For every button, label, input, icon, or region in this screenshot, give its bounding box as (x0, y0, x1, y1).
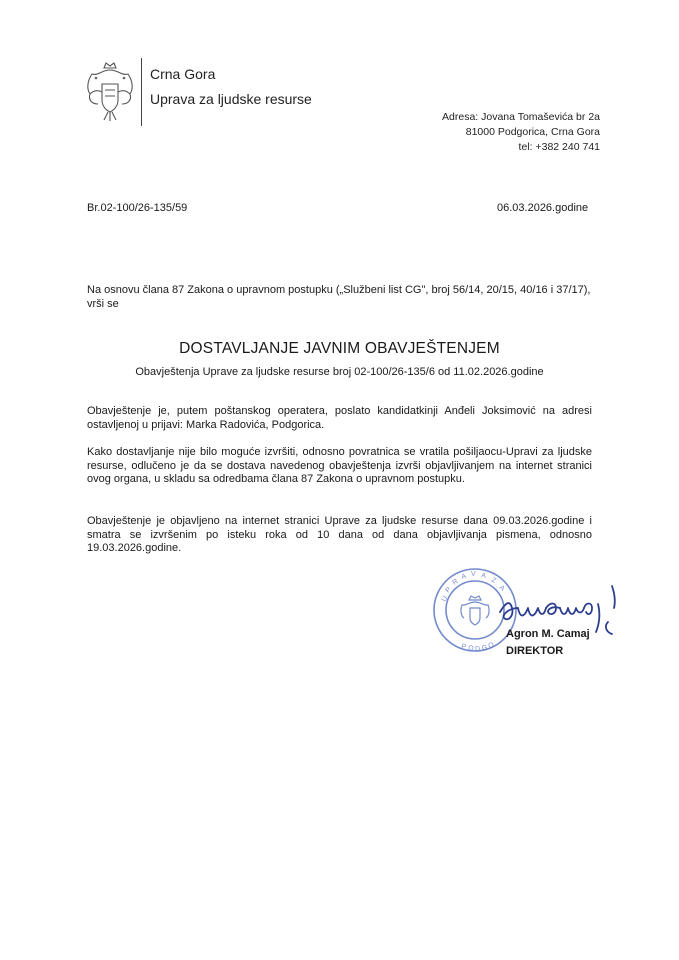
svg-text:P: P (444, 586, 453, 595)
country-name: Crna Gora (150, 66, 216, 82)
paragraph-3: Obavještenje je objavljeno na internet stranici Uprave za ljudske resurse dana 09.03.2026.godine i smatra se izvršenim po isteku roka od 10 dana od dana objavljivanja pismena, odnosno 19.03.2026.godine. (87, 515, 592, 554)
svg-text:U: U (440, 595, 450, 603)
svg-text:A: A (460, 572, 468, 581)
svg-text:D: D (475, 646, 481, 653)
signer-name: Agron M. Camaj (506, 628, 590, 640)
paragraph-2: Kako dostavljanje nije bilo moguće izvršiti, odnosno povratnica se vratila pošiljaocu-Upravi za ljudske resurse, odlučeno je da se dostava navedenog obavještenja izvrši objavljivanjem na internet stranici ovog organa, u skladu sa odredbama člana 87 Zakona o upravnom postupku. (87, 446, 592, 485)
svg-text:O: O (487, 641, 495, 650)
document-subtitle: Obavještenja Uprave za ljudske resurse broj 02-100/26-135/6 od 11.02.2026.godine (135, 366, 544, 378)
reference-number: Br.02-100/26-135/59 (87, 202, 188, 214)
svg-text:A: A (480, 572, 487, 580)
svg-text:R: R (451, 578, 460, 587)
paragraph-1: Obavještenje je, putem poštanskog operatera, poslato kandidatkinji Anđeli Joksimović na adresi ostavljenoj u prijavi: Marka Radovića, Podgorica. (87, 405, 592, 431)
coat-of-arms-icon (82, 60, 138, 124)
document-date: 06.03.2026.godine (497, 202, 589, 214)
svg-text:G: G (481, 644, 488, 652)
phone-number: tel: +382 240 741 (518, 141, 600, 153)
preamble-line-2: vrši se (87, 298, 119, 310)
address-line-2: 81000 Podgorica, Crna Gora (465, 126, 600, 138)
signer-position: DIREKTOR (506, 645, 564, 657)
document-title: DOSTAVLJANJE JAVNIM OBAVJEŠTENJEM (179, 340, 500, 357)
header-divider (141, 58, 142, 126)
address-line-1: Adresa: Jovana Tomaševića br 2a (442, 111, 600, 123)
svg-text:Z: Z (490, 576, 498, 585)
svg-text:O: O (467, 645, 474, 653)
svg-text:P: P (460, 643, 467, 652)
preamble-line-1: Na osnovu člana 87 Zakona o upravnom postupku („Službeni list CG", broj 56/14, 20/15, 40/16 i 37/17), (87, 284, 591, 296)
svg-text:A: A (497, 584, 506, 593)
svg-text:V: V (471, 571, 476, 578)
institution-name: Uprava za ljudske resurse (150, 91, 312, 107)
